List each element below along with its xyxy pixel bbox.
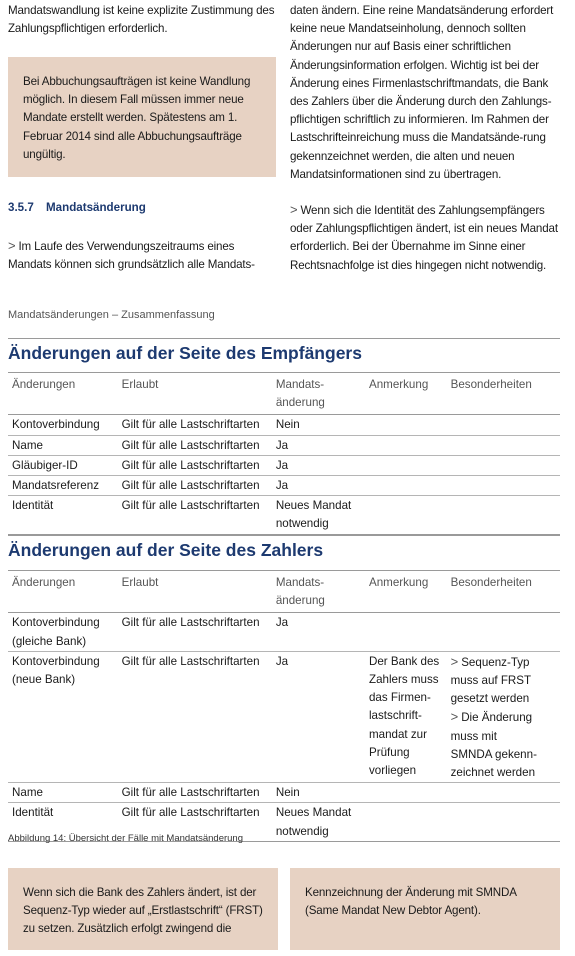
cell: Name [12,786,43,800]
cell: Kontoverbindung (neue Bank) [12,654,100,687]
cell: Neues Mandat notwendig [275,806,352,838]
cell: Identität [12,806,54,820]
chevron-right-icon: > [450,709,459,725]
cell: Gilt für alle Lastschriftarten [121,418,260,432]
chevron-right-icon: > [8,238,16,253]
cell: Identität [12,499,54,513]
bottom-box-right [290,868,560,950]
header-special: Besonderheiten [447,373,560,415]
table-row [8,613,560,651]
table-row [8,651,560,782]
header-mandate-change: Mandats- änderung [272,571,365,613]
header-changes: Änderungen [8,571,118,613]
cell: Gilt für alle Lastschriftarten [121,654,260,668]
left-column [8,2,278,38]
cell: Gläubiger-ID [12,458,78,472]
section-number: 3.5.7 [8,201,34,214]
cell: Neues Mandat notwendig [275,499,352,531]
payee-table [8,372,560,535]
cell: Ja [275,616,289,630]
paragraph: Im Laufe des Verwendungszeitraums eines Mandats können sich grundsätzlich alle Mandats- [8,240,255,272]
cell: Name [12,438,43,452]
cell: Gilt für alle Lastschriftarten [121,438,260,452]
bottom-box-left [8,868,278,950]
table-row [8,476,560,496]
info-box-text: Bei Abbuchungsaufträgen ist keine Wandlung möglich. In diesem Fall müssen immer neue Mandate erstellt werden. Spätestens am 1. Februar 2014 sind alle Abbuchungsaufträge ungültig. [23,75,251,161]
header-changes: Änderungen [8,373,118,415]
cell: Gilt für alle Lastschriftarten [121,616,260,630]
table-row [8,783,560,803]
cell: Gilt für alle Lastschriftarten [121,458,260,472]
header-allowed: Erlaubt [118,373,272,415]
cell: Kontoverbindung (gleiche Bank) [12,616,100,648]
info-box [8,57,276,177]
summary-caption: Mandatsänderungen – Zusammenfassung [8,309,215,321]
header-mandate-change: Mandats- änderung [272,373,365,415]
paragraph: daten ändern. Eine reine Mandatsänderung erfordert keine neue Mandatseinholung, dennoch sollten Änderungen nur auf Basis einer schriftlichen Änderungsinformation erfolgen. Wichtig ist bei der Änderung eines Firmenlastschriftmandats, die Bank des Zahlers über die Änderung durch den Zahlungs-pflichtigen schriftlich zu informieren. Im Rahmen der Lastschrifteinreichung muss die Mandatsände-rung gekennzeichnet werden, die alten und neuen Mandatsinformationen sind zu übertragen. [290,4,554,181]
header-special: Besonderheiten [447,571,560,613]
cell: Nein [275,418,300,432]
header-note: Anmerkung [365,373,447,415]
header-allowed: Erlaubt [118,571,272,613]
cell: Gilt für alle Lastschriftarten [121,786,260,800]
cell: Kontoverbindung [12,418,100,432]
box-text: Kennzeichnung der Änderung mit SMNDA (Same Mandat New Debtor Agent). [305,886,517,918]
cell: Nein [275,786,300,800]
figure-caption: Abbildung 14: Übersicht der Fälle mit Mandatsänderung [8,833,243,844]
cell: Ja [275,654,289,668]
right-column-lower [290,201,562,275]
table-row [8,415,560,435]
chevron-right-icon: > [290,202,298,217]
cell: Gilt für alle Lastschriftarten [121,479,260,493]
note-cell: Der Bank des Zahlers muss das Firmen- lastschrift- mandat zur Prüfung vorliegen [368,654,440,778]
section-title: Mandatsänderung [46,201,146,214]
special-cell: > Sequenz-Typ muss auf FRST gesetzt werden > Die Änderung muss mit SMNDA gekenn- zeichnet werden [450,653,537,780]
cell: Ja [275,458,289,472]
cell: Gilt für alle Lastschriftarten [121,499,260,513]
box-text: Wenn sich die Bank des Zahlers ändert, ist der Sequenz-Typ wieder auf „Erstlastschrift“ (FRST) zu setzen. Zusätzlich erfolgt zwingend die [23,886,263,936]
section-title-payee: Änderungen auf der Seite des Empfängers [8,338,560,364]
cell: Ja [275,479,289,493]
chevron-right-icon: > [450,653,459,669]
payer-table [8,570,560,842]
section-title-payer: Änderungen auf der Seite des Zahlers [8,535,560,561]
header-note: Anmerkung [365,571,447,613]
paragraph: Mandatswandlung ist keine explizite Zustimmung des Zahlungspflichtigen erforderlich. [8,4,275,36]
table-row [8,496,560,534]
table-row [8,455,560,475]
right-column [290,2,562,184]
table-row [8,435,560,455]
cell: Ja [275,438,289,452]
cell: Mandatsreferenz [12,479,99,493]
paragraph: Wenn sich die Identität des Zahlungsempfängers oder Zahlungspflichtigen ändert, ist ein neues Mandat erforderlich. Bei der Übernahme im Sinne einer Rechtsnachfolge ist dies hingegen nicht notwendig. [290,204,558,272]
left-column-lower [8,237,278,274]
cell: Gilt für alle Lastschriftarten [121,806,260,820]
section-heading [8,201,146,214]
